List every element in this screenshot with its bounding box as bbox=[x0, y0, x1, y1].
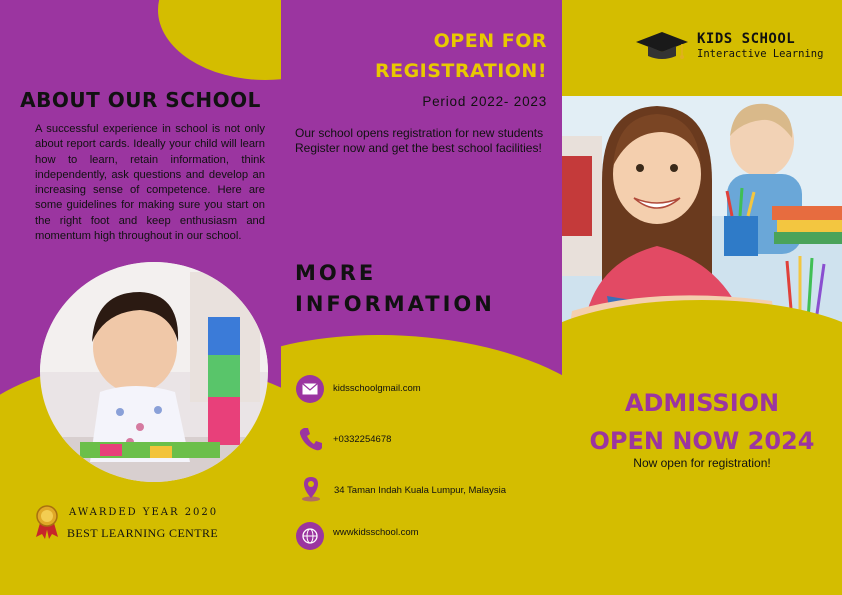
admission-line-2: OPEN NOW 2024 bbox=[589, 427, 815, 455]
registration-title bbox=[375, 26, 547, 86]
address-text: 34 Taman Indah Kuala Lumpur, Malaysia bbox=[334, 485, 506, 496]
location-icon bbox=[300, 476, 322, 502]
period-text: Period 2022- 2023 bbox=[422, 94, 547, 109]
right-panel bbox=[562, 0, 842, 595]
award-subtitle: BEST LEARNING CENTRE bbox=[67, 526, 219, 540]
brand-name: KIDS SCHOOL bbox=[697, 31, 796, 47]
graduation-cap-icon bbox=[634, 30, 690, 62]
about-title: ABOUT OUR SCHOOL bbox=[20, 88, 261, 112]
email-link[interactable]: kidsschoolgmail.com bbox=[333, 383, 421, 394]
registration-description-line-1: Our school opens registration for new students bbox=[295, 126, 544, 140]
admission-subtitle: Now open for registration! bbox=[633, 456, 771, 470]
more-line-1: MORE bbox=[295, 261, 377, 285]
about-text: A successful experience in school is not only about report cards. Ideally your child will learn how to learn, retain information, think independently, ask questions and develop an increasing sense of competence. Here are some guidelines for making sure you start on the right foot and keep enthusiasm and momentum high throughout in our school. bbox=[35, 123, 265, 243]
top-yellow-blob bbox=[158, 0, 281, 80]
more-line-2: INFORMATION bbox=[295, 292, 495, 316]
phone-number[interactable]: +0332254678 bbox=[333, 434, 392, 445]
middle-yellow-blob bbox=[281, 335, 562, 595]
admission-heading bbox=[562, 384, 842, 460]
medal-icon bbox=[34, 505, 60, 539]
email-icon bbox=[296, 375, 324, 403]
middle-panel bbox=[281, 0, 562, 595]
registration-description bbox=[295, 126, 555, 156]
globe-icon bbox=[296, 522, 324, 550]
registration-line-2: REGISTRATION! bbox=[374, 60, 547, 82]
registration-description-line-2: Register now and get the best school facilities! bbox=[295, 141, 542, 155]
website-link[interactable]: wwwkidsschool.com bbox=[333, 527, 419, 538]
registration-line-1: OPEN FOR bbox=[433, 30, 547, 52]
admission-line-1: ADMISSION bbox=[624, 389, 780, 417]
child-playing-blocks-photo bbox=[40, 262, 268, 482]
brand-tagline: Interactive Learning bbox=[697, 48, 824, 60]
award-title: AWARDED YEAR 2020 bbox=[69, 507, 219, 518]
left-panel bbox=[0, 0, 281, 595]
more-information-heading bbox=[295, 258, 495, 320]
phone-icon bbox=[298, 426, 324, 452]
